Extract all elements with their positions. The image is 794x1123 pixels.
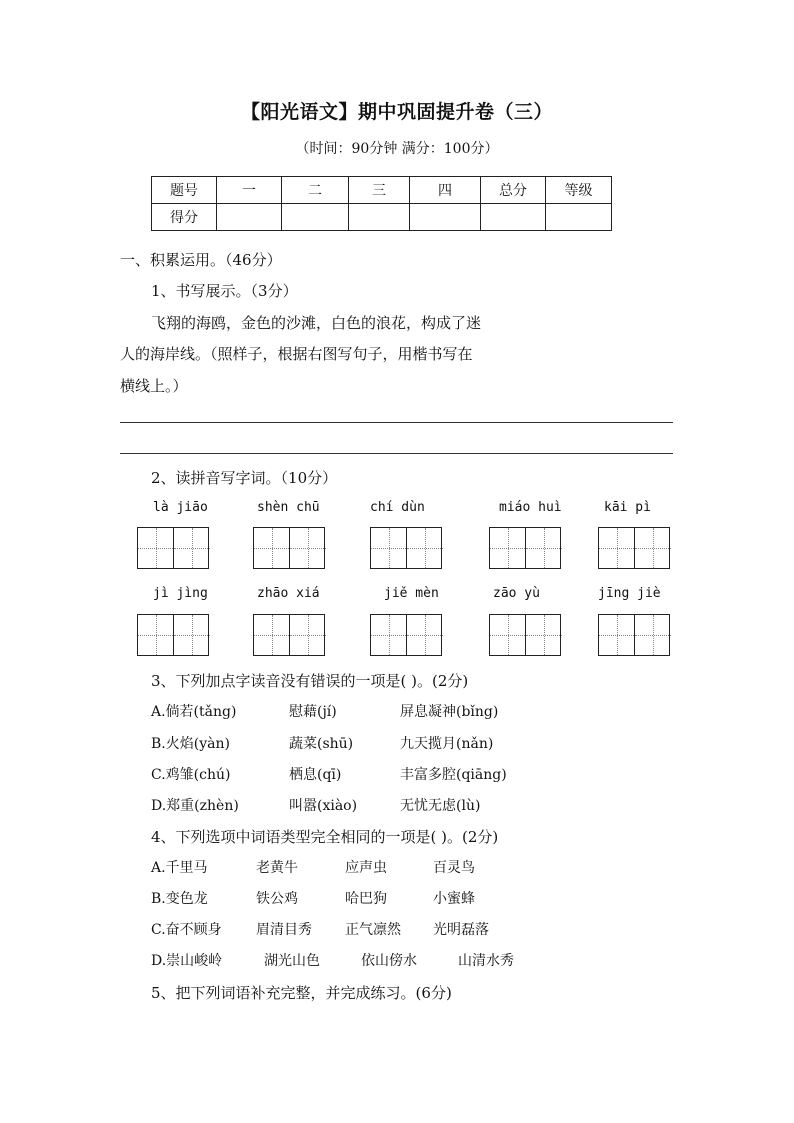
option-item: D.崇山峻岭 [151,953,223,969]
writing-grid[interactable] [598,614,670,656]
page-title: 【阳光语文】期中巩固提升卷（三） [240,101,553,123]
option-item: 栖息(qī) [289,767,342,783]
option-item: 山清水秀 [458,953,514,969]
option-item: 百灵鸟 [433,860,475,876]
score-table-header-row [152,177,612,204]
writing-grid[interactable] [489,527,561,569]
writing-line[interactable] [120,453,673,454]
pinyin-label: jiě mèn [384,586,439,601]
pinyin-label: là jiāo [153,500,208,515]
question-1-text: 横线上。） [120,377,188,395]
option-item: 应声虫 [345,860,387,876]
writing-grid[interactable] [598,527,670,569]
pinyin-label: shèn chū [257,500,320,515]
header-cell: 四 [410,177,481,204]
pinyin-label: jīng jiè [598,586,661,601]
header-cell: 题号 [152,177,217,204]
header-cell: 总分 [481,177,546,204]
writing-grid[interactable] [253,527,325,569]
score-cell[interactable] [282,204,349,231]
question-5-heading: 5、把下列词语补充完整，并完成练习。(6分) [151,984,452,1002]
option-item: 眉清目秀 [256,922,312,938]
option-item: A.倘若(tǎng) [151,704,237,720]
option-item: 小蜜蜂 [433,891,475,907]
question-1-text: 飞翔的海鸥，金色的沙滩，白色的浪花，构成了迷 [151,314,482,332]
header-cell: 三 [349,177,410,204]
writing-grid[interactable] [489,614,561,656]
score-cell[interactable] [546,204,612,231]
score-cell[interactable] [217,204,282,231]
option-item: 慰藉(jí) [289,704,337,720]
option-item: 哈巴狗 [345,891,387,907]
question-1-text: 人的海岸线。（照样子，根据右图写句子，用楷书写在 [120,345,473,363]
writing-grid[interactable] [137,527,209,569]
question-1-heading: 1、书写展示。（3分） [151,282,298,300]
pinyin-label: zhāo xiá [257,586,320,601]
writing-line[interactable] [120,422,673,423]
section-heading: 一、积累运用。（46分） [120,251,282,269]
option-item: C.鸡雏(chú) [151,767,231,783]
pinyin-label: zāo yù [493,586,540,601]
header-cell: 等级 [546,177,612,204]
option-item: 无忧无虑(lù) [400,798,481,814]
option-item: 蔬菜(shū) [289,736,354,752]
pinyin-label: kāi pì [604,500,651,515]
header-cell: 二 [282,177,349,204]
option-item: 叫嚣(xiào) [289,798,358,814]
option-item: 屏息凝神(bǐng) [400,704,499,720]
score-cell[interactable] [410,204,481,231]
option-item: D.郑重(zhèn) [151,798,239,814]
question-3-heading: 3、下列加点字读音没有错误的一项是( )。(2分) [151,672,469,690]
option-item: 九天揽月(nǎn) [400,736,494,752]
option-item: A.千里马 [151,860,208,876]
score-table [151,176,612,231]
option-item: C.奋不顾身 [151,922,222,938]
option-item: 正气凛然 [345,922,401,938]
score-cell[interactable] [481,204,546,231]
pinyin-label: chí dùn [370,500,425,515]
pinyin-label: miáo huì [499,500,562,515]
pinyin-label: jì jìng [153,586,208,601]
question-2-heading: 2、读拼音写字词。（10分） [151,469,338,487]
row-label: 得分 [152,204,217,231]
question-4-heading: 4、下列选项中词语类型完全相同的一项是( )。(2分) [151,828,499,846]
writing-grid[interactable] [370,527,442,569]
option-item: B.火焰(yàn) [151,736,230,752]
writing-grid[interactable] [137,614,209,656]
writing-grid[interactable] [253,614,325,656]
option-item: 老黄牛 [256,860,298,876]
writing-grid[interactable] [370,614,442,656]
score-cell[interactable] [349,204,410,231]
option-item: B.变色龙 [151,891,208,907]
option-item: 湖光山色 [264,953,320,969]
score-table-score-row [152,204,612,231]
header-cell: 一 [217,177,282,204]
option-item: 依山傍水 [361,953,417,969]
exam-info: （时间：90分钟 满分：100分） [295,141,499,157]
option-item: 丰富多腔(qiāng) [400,767,507,783]
option-item: 光明磊落 [433,922,489,938]
option-item: 铁公鸡 [256,891,298,907]
